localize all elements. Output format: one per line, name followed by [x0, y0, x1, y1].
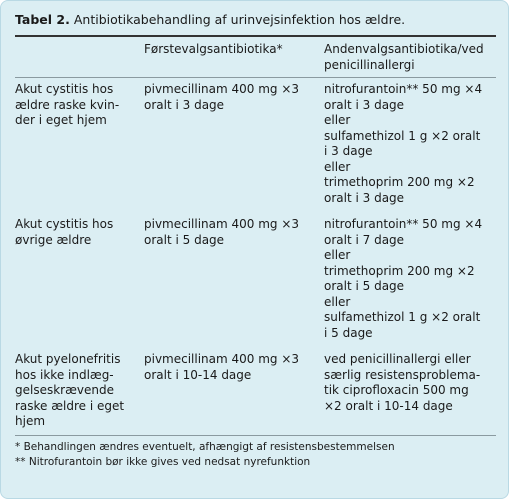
top-rule [15, 35, 496, 37]
row-1-first-choice: pivmecillinam 400 mg ×3 oralt i 3 dage [144, 82, 300, 112]
header-second-choice: Andenvalgsantibiotika/ved penicillinallergi [324, 42, 484, 72]
row-1-condition: Akut cystitis hos ældre raske kvin- der i eget hjem [15, 82, 120, 127]
table-title [15, 12, 405, 28]
footnote-2: ** Nitrofurantoin bør ikke gives ved nedsat nyrefunktion [15, 456, 311, 468]
row-2-condition: Akut cystitis hos øvrige ældre [15, 217, 114, 247]
header-rule [15, 77, 496, 78]
row-3-condition: Akut pyelonefritis hos ikke indlæg- gelseskrævende raske ældre i eget hjem [15, 352, 125, 428]
footnote-1: * Behandlingen ændres eventuelt, afhængigt af resistensbestemmelsen [15, 441, 395, 453]
table-caption: Antibiotikabehandling af urinvejsinfektion hos ældre. [73, 12, 406, 27]
header-first-choice: Førstevalgsantibiotika* [144, 42, 283, 56]
table-number: Tabel 2. [15, 12, 70, 27]
row-2-first-choice: pivmecillinam 400 mg ×3 oralt i 5 dage [144, 217, 300, 247]
row-3-first-choice: pivmecillinam 400 mg ×3 oralt i 10-14 dage [144, 352, 300, 382]
bottom-rule [15, 435, 496, 436]
row-1-second-choice: nitrofurantoin** 50 mg ×4 oralt i 3 dage eller sulfamethizol 1 g ×2 oralt i 3 dage eller trimethoprim 200 mg ×2 oralt i 3 dage [324, 82, 483, 205]
row-3-second-choice: ved penicillinallergi eller særlig resistensproblema- tik ciprofloxacin 500 mg ×2 oralt i 10-14 dage [324, 352, 481, 413]
row-2-second-choice: nitrofurantoin** 50 mg ×4 oralt i 7 dage eller trimethoprim 200 mg ×2 oralt i 5 dage eller sulfamethizol 1 g ×2 oralt i 5 dage [324, 217, 483, 340]
